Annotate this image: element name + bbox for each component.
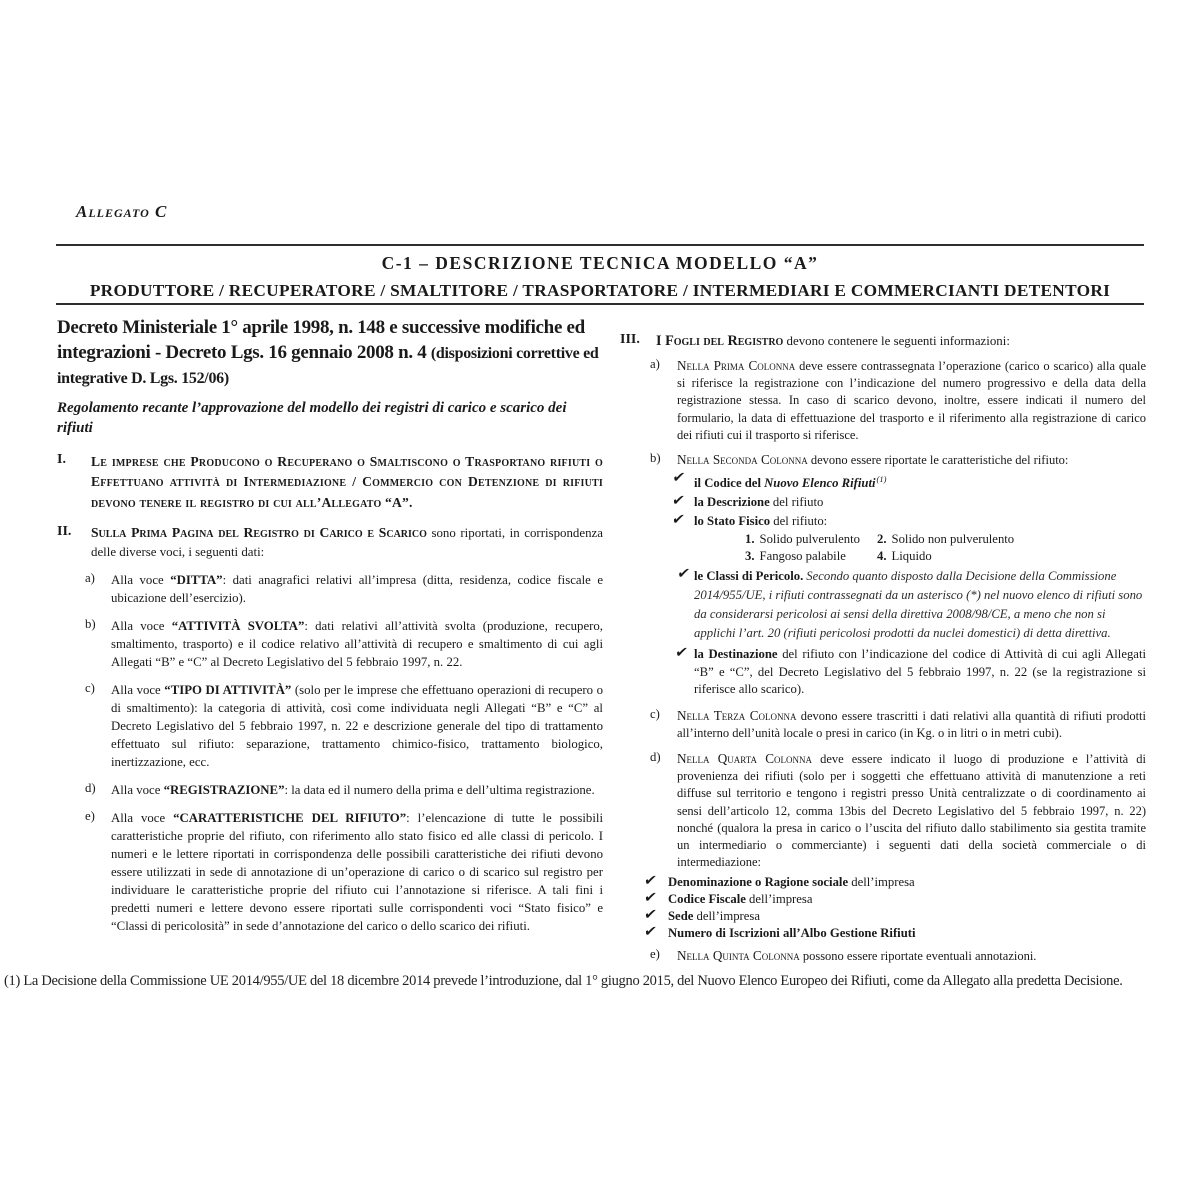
decree-title bbox=[57, 316, 603, 392]
checkmark-icon: ✔ bbox=[671, 470, 687, 487]
section-i-number: I. bbox=[57, 451, 66, 467]
checklist-item-codice-fiscale bbox=[644, 891, 1146, 907]
checklist-item-text bbox=[694, 494, 1146, 511]
list-item-attivita-svolta bbox=[85, 617, 603, 671]
section-ii bbox=[57, 524, 603, 561]
check-rest: del rifiuto con l’indicazione del codice di Attività di cui agli Allegati “B” e “C”, del Decreto Legislativo del 5 febbraio 1997, n. 22 (se la registrazione si riferisce allo scarico). bbox=[694, 647, 1146, 697]
checklist-item-text bbox=[668, 891, 1146, 907]
item-text bbox=[677, 947, 1146, 965]
section-ii-number: II. bbox=[57, 524, 72, 539]
section-iii-rest: devono contenere le seguenti informazioni: bbox=[783, 334, 1010, 348]
header-divider-top bbox=[56, 244, 1144, 246]
checklist-item-text bbox=[694, 513, 1146, 530]
item-pre: Alla voce bbox=[111, 619, 172, 633]
list-item-quinta-colonna bbox=[650, 947, 1146, 965]
item-pre: Alla voce bbox=[111, 783, 164, 797]
item-text bbox=[111, 617, 603, 671]
option-text: Solido non pulverulento bbox=[891, 532, 1015, 547]
item-rest: (solo per le imprese che effettuano operazioni di recupero o di smaltimento): la categoria di attività, così come individuata negli Allegati “B” e “C” al Decreto Legislativo del 5 febbraio 1997, n. 22 e descrizione generale del tipo di trattamento effettuato sul rifiuto: separazione, trattamento chimico-fisico, trattamento biologico, inertizzazione, ecc. bbox=[111, 683, 604, 769]
checklist-item-text bbox=[694, 646, 1146, 698]
item-term: “DITTA” bbox=[170, 573, 223, 587]
checklist-item-destinazione bbox=[672, 646, 1146, 698]
item-pre: Alla voce bbox=[111, 683, 165, 697]
checklist-item-albo bbox=[644, 925, 1146, 941]
caratteristiche-checklist bbox=[672, 471, 1146, 698]
checkmark-icon: ✔ bbox=[670, 512, 686, 529]
option-number: 3. bbox=[745, 549, 755, 564]
option-number: 1. bbox=[745, 532, 755, 547]
section-ii-text bbox=[91, 524, 603, 561]
section-i bbox=[57, 452, 603, 514]
item-text bbox=[111, 809, 603, 935]
list-item-terza-colonna bbox=[650, 707, 1146, 742]
check-bold: lo Stato Fisico bbox=[694, 514, 771, 529]
item-lead: Nella Prima Colonna bbox=[677, 358, 796, 373]
stato-fisico-options bbox=[745, 532, 1146, 564]
document-title: C-1 – DESCRIZIONE TECNICA MODELLO “A” bbox=[381, 253, 819, 273]
footnote-ref: (1) bbox=[876, 474, 887, 485]
section-iii-number: III. bbox=[620, 332, 640, 347]
item-text bbox=[111, 781, 603, 799]
checklist-item-text bbox=[668, 908, 1146, 924]
checklist-item-denominazione bbox=[644, 874, 1146, 890]
check-bold: Codice Fiscale bbox=[668, 891, 746, 906]
checkmark-icon: ✔ bbox=[673, 645, 689, 662]
checklist-item-sede bbox=[644, 908, 1146, 924]
stato-option-1 bbox=[745, 532, 877, 547]
section-iii bbox=[620, 332, 1146, 350]
item-rest: possono essere riportate eventuali annotazioni. bbox=[799, 949, 1037, 964]
list-item-quarta-colonna bbox=[650, 750, 1146, 871]
check-rest: dell’impresa bbox=[745, 891, 813, 906]
check-bold: le Classi di Pericolo. bbox=[694, 569, 804, 584]
item-rest: : dati anagrafici relativi all’impresa (ditta, residenza, codice fiscale e ubicazione dell’esercizio). bbox=[111, 573, 604, 605]
stato-option-3 bbox=[745, 549, 877, 564]
item-rest: : dati relativi all’attività svolta (produzione, recupero, smaltimento, trasporto) e il codice relativo all’attività di recupero e smaltimento di cui agli Allegati “B” e “C” al Decreto Legislativo del 5 febbraio 1997, n. 22. bbox=[111, 619, 603, 669]
right-column bbox=[620, 316, 1146, 966]
item-text bbox=[677, 750, 1146, 871]
check-rest: dell’impresa bbox=[848, 874, 915, 889]
item-term: “CARATTERISTICHE DEL RIFIUTO” bbox=[173, 811, 407, 825]
item-pre: Alla voce bbox=[111, 811, 174, 825]
checklist-item-text bbox=[668, 874, 1146, 890]
check-mid: del bbox=[741, 476, 765, 491]
item-label: d) bbox=[650, 750, 661, 765]
item-label: b) bbox=[650, 451, 661, 466]
checklist-item-codice bbox=[672, 471, 1146, 492]
item-term: “REGISTRAZIONE” bbox=[163, 783, 285, 797]
item-lead: Nella Quarta Colonna bbox=[677, 751, 813, 767]
checklist-item-descrizione bbox=[672, 494, 1146, 511]
section-ii-lead: Sulla Prima Pagina del Registro di Carico e Scarico bbox=[91, 525, 427, 540]
item-text bbox=[677, 357, 1146, 444]
check-bold: la Descrizione bbox=[694, 495, 770, 510]
item-label: e) bbox=[85, 809, 95, 823]
item-label: a) bbox=[650, 357, 660, 371]
item-text bbox=[677, 451, 1146, 469]
check-italic: Nuovo Elenco Rifiuti bbox=[764, 476, 876, 491]
item-rest: devono essere riportate le caratteristiche del rifiuto: bbox=[807, 453, 1069, 468]
item-text bbox=[111, 681, 603, 771]
check-rest: del rifiuto bbox=[769, 495, 824, 510]
check-rest: dell’impresa bbox=[693, 908, 760, 923]
stato-option-4 bbox=[877, 549, 1146, 564]
check-bold: la Destinazione bbox=[694, 647, 778, 662]
item-term: “TIPO DI ATTIVITÀ” bbox=[164, 683, 292, 697]
item-rest: deve essere contrassegnata l’operazione (carico o scarico) alla quale si riferisce la registrazione con l’indicazione del numero progressivo e della data della registrazione stessa. In caso di scarico devono, inoltre, essere indicati il numero del formulario, la data di effettuazione del trasporto e il riferimento alla registrazione di carico dei rifiuti cui il trasporto si riferisce. bbox=[677, 359, 1146, 442]
intermediazione-checklist bbox=[644, 874, 1146, 942]
checkmark-icon: ✔ bbox=[642, 872, 658, 889]
footnote-text: (1) La Decisione della Commissione UE 2014/955/UE del 18 dicembre 2014 prevede l’introduzione, dal 1° giugno 2015, del Nuovo Elenco Europeo dei Rifiuti, come da Allegato alla predetta Decisione. bbox=[4, 973, 1123, 989]
item-lead: Nella Seconda Colonna bbox=[677, 452, 808, 468]
check-bold: il Codice bbox=[694, 476, 742, 491]
list-item-prima-colonna bbox=[650, 357, 1146, 444]
check-rest: del rifiuto: bbox=[770, 514, 828, 529]
list-item-registrazione bbox=[85, 781, 603, 799]
right-item-list bbox=[642, 357, 1146, 966]
item-rest: : la data ed il numero della prima e dell’ultima registrazione. bbox=[284, 783, 595, 797]
item-rest: deve essere indicato il luogo di produzione e l’attività di provenienza dei rifiuti (solo per i soggetti che effettuano attività di manutenzione a reti diffuse sul territorio e tengono i registri presso Unità centralizzate o di coordinamento ai sensi dell’articolo 12, comma 13bis del Decreto Legislativo del 5 febbraio 1997, n. 22) nonché (qualora la presa in carico o l’uscita del rifiuto dallo stabilimento sia gestita tramite un intermediario o commerciante) i seguenti dati della società commerciale o di intermediazione: bbox=[677, 752, 1146, 870]
item-label: a) bbox=[85, 571, 95, 585]
item-pre: Alla voce bbox=[111, 573, 171, 587]
item-text bbox=[677, 707, 1146, 742]
decree-title-paren: (disposizioni correttive ed integrative D. Lgs. 152/06) bbox=[57, 344, 599, 387]
left-column bbox=[57, 316, 603, 966]
check-bold: Denominazione o Ragione sociale bbox=[668, 874, 849, 889]
classi-note: Secondo quanto disposto dalla Decisione della Commissione 2014/955/UE, i rifiuti contrassegnati da un asterisco (*) nel nuovo elenco di rifiuti sono da considerarsi pericolosi ai sensi della direttiva 2008/98/CE, a meno che non si applichi l’art. 20 (rifiuti pericolosi prodotti da nuclei domestici) di detta direttiva. bbox=[694, 569, 1143, 641]
checkmark-icon: ✔ bbox=[670, 493, 686, 510]
checkmark-icon: ✔ bbox=[676, 566, 692, 583]
list-item-seconda-colonna bbox=[650, 451, 1146, 469]
item-label: c) bbox=[650, 706, 660, 721]
check-bold: Numero di Iscrizioni all’Albo Gestione Rifiuti bbox=[668, 926, 916, 941]
option-number: 4. bbox=[877, 549, 887, 564]
section-i-text: Le imprese che Producono o Recuperano o Smaltiscono o Trasportano rifiuti o Effettuano attività di Intermediazione / Commercio con Detenzione di rifiuti devono tenere il registro di cui all’Allegato “A”. bbox=[91, 453, 603, 510]
decree-subtitle: Regolamento recante l’approvazione del modello dei registri di carico e scarico dei rifiuti bbox=[57, 399, 567, 436]
checklist-item-classi-pericolo bbox=[672, 567, 1146, 643]
item-label: b) bbox=[85, 617, 96, 631]
decree-title-main: Decreto Ministeriale 1° aprile 1998, n. 148 e successive modifiche ed integrazioni - Decreto Lgs. 16 gennaio 2008 n. 4 bbox=[57, 317, 585, 363]
checklist-item-text bbox=[694, 567, 1146, 643]
checkmark-icon: ✔ bbox=[642, 906, 658, 923]
two-column-body bbox=[57, 316, 1146, 966]
option-text: Liquido bbox=[891, 549, 932, 564]
option-number: 2. bbox=[877, 532, 887, 547]
list-item-tipo-attivita bbox=[85, 681, 603, 771]
checklist-item-text bbox=[694, 471, 1146, 492]
checklist-item-text bbox=[668, 925, 1146, 941]
section-iii-lead: I Fogli del Registro bbox=[656, 333, 784, 349]
item-label: c) bbox=[85, 681, 95, 695]
item-rest: devono essere trascritti i dati relativi alla quantità di rifiuti prodotti all’interno dell’unità locale o presi in carico (in Kg. o in litri o in metri cubi). bbox=[677, 708, 1146, 740]
item-label: d) bbox=[85, 781, 96, 795]
item-label: e) bbox=[650, 947, 660, 962]
checkmark-icon: ✔ bbox=[642, 889, 658, 906]
option-text: Solido pulverulento bbox=[759, 532, 860, 547]
item-rest: : l’elencazione di tutte le possibili caratteristiche proprie del rifiuto, con riferimento allo stato fisico ed alle classi di pericolo. I numeri e le lettere riportati in corrispondenza delle possibili caratteristiche dei rifiuti devono essere utilizzati in sede di annotazione di un’operazione di carico o di scarico sul registro per individuare le caratteristiche proprie del rifiuto cui l’annotazione si riferisce. A tali fini i predetti numeri e lettere devono essere riportati sulle corrispondenti voci “Stato fisico” e “Classi di pericolosità” in sede d’annotazione del carico o dello scarico dei rifiuti. bbox=[111, 811, 603, 933]
item-lead: Nella Quinta Colonna bbox=[677, 948, 800, 964]
allegato-label: Allegato C bbox=[76, 202, 168, 221]
item-text bbox=[111, 571, 603, 607]
stato-option-2 bbox=[877, 532, 1146, 547]
item-term: “ATTIVITÀ SVOLTA” bbox=[171, 619, 305, 633]
document-roles-line: PRODUTTORE / RECUPERATORE / SMALTITORE / TRASPORTATORE / INTERMEDIARI E COMMERCIANTI DETENTORI bbox=[89, 281, 1111, 300]
list-item-caratteristiche bbox=[85, 809, 603, 935]
left-item-list bbox=[85, 571, 603, 935]
check-bold: Sede bbox=[668, 908, 694, 923]
option-text: Fangoso palabile bbox=[759, 549, 846, 564]
header-divider-bottom bbox=[56, 303, 1144, 305]
item-lead: Nella Terza Colonna bbox=[677, 707, 797, 723]
section-iii-text bbox=[656, 332, 1010, 350]
section-ii-rest: sono riportati, in corrispondenza delle diverse voci, i seguenti dati: bbox=[91, 526, 603, 559]
checklist-item-stato-fisico bbox=[672, 513, 1146, 530]
checkmark-icon: ✔ bbox=[642, 924, 658, 941]
list-item-ditta bbox=[85, 571, 603, 607]
